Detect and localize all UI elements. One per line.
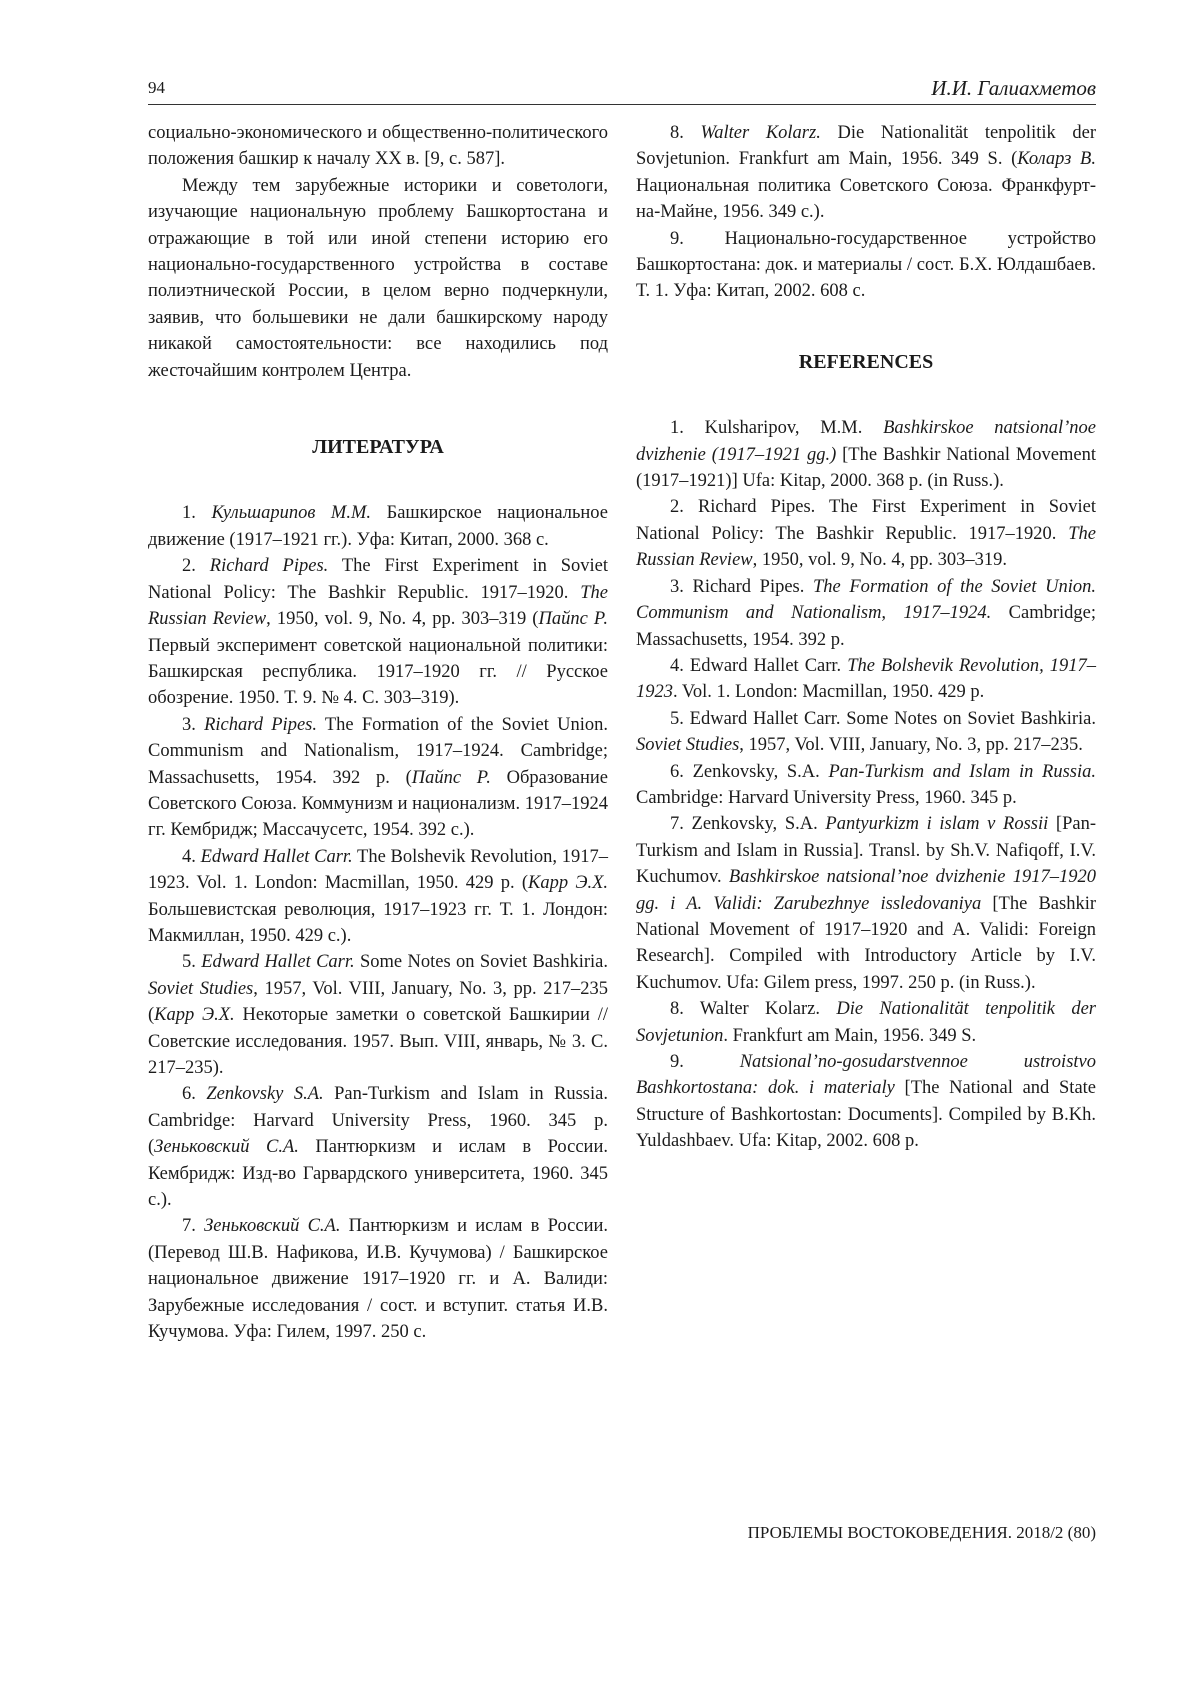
running-title: И.И. Галиахметов bbox=[931, 76, 1096, 100]
reference-entry: 4. Edward Hallet Carr. The Bolshevik Revolution, 1917–1923. Vol. 1. London: Macmillan, 1950. 429 p. bbox=[636, 655, 1096, 703]
literatura-entry: 1. Кульшарипов М.М. Башкирское национальное движение (1917–1921 гг.). Уфа: Китап, 2000. 368 с. bbox=[148, 503, 608, 550]
literatura-entry: 3. Richard Pipes. The Formation of the Soviet Union. Communism and Nationalism, 1917–1924. Cambridge; Massachusetts, 1954. 392 p. (Пайпс Р. Образование Советского Союза. Коммунизм и национализм. 1917–1924 гг. Кембридж; Массачусетс, 1954. 392 с.). bbox=[148, 714, 609, 841]
reference-entry: 9. Natsional’no-gosudarstvennoe ustroistvo Bashkortostana: dok. i materialy [The National and State Structure of Bashkortostan: Documents]. Compiled by B.Kh. Yuldashbaev. Ufa: Kitap, 2002. 608 p. bbox=[636, 1052, 1097, 1152]
reference-entry: 2. Richard Pipes. The First Experiment in Soviet National Policy: The Bashkir Republic. 1917–1920. The Russian Review, 1950, vol. 9, No. 4, pp. 303–319. bbox=[636, 497, 1097, 571]
body-paragraph: социально-экономического и общественно-политического положения башкир к началу XX в. [9, с. 587]. bbox=[148, 123, 608, 170]
literatura-entry: 7. Зеньковский С.А. Пантюркизм и ислам в России. (Перевод Ш.В. Нафикова, И.В. Кучумова) / Башкирское национальное движение 1917–1920 гг. и А. Валиди: Зарубежные исследования / сост. и вступит. статья И.В. Кучумова. Уфа: Гилем, 1997. 250 с. bbox=[148, 1216, 608, 1343]
reference-entry: 6. Zenkovsky, S.A. Pan-Turkism and Islam in Russia. Cambridge: Harvard University Press, 1960. 345 p. bbox=[636, 761, 1096, 808]
left-column bbox=[148, 120, 608, 1345]
right-column bbox=[636, 120, 1096, 1155]
reference-entry: 8. Walter Kolarz. Die Nationalität tenpolitik der Sovjetunion. Frankfurt am Main, 1956. 349 S. bbox=[636, 999, 1096, 1046]
journal-footer: ПРОБЛЕМЫ ВОСТОКОВЕДЕНИЯ. 2018/2 (80) bbox=[747, 1523, 1096, 1542]
page-number: 94 bbox=[148, 78, 165, 97]
reference-entry: 1. Kulsharipov, M.M. Bashkirskoe natsional’noe dvizhenie (1917–1921 gg.) [The Bashkir National Movement (1917–1921)] Ufa: Kitap, 2000. 368 p. (in Russ.). bbox=[636, 418, 1096, 492]
reference-entry: 7. Zenkovsky, S.A. Pantyurkizm i islam v Rossii [Pan-Turkism and Islam in Russia]. Transl. by Sh.V. Nafiqoff, I.V. Kuchumov. Bashkirskoe natsional’noe dvizhenie 1917–1920 gg. i A. Validi: Zarubezhnye issledovaniya [The Bashkir National Movement of 1917–1920 and A. Validi: Foreign Research]. Compiled with Introductory Article by I.V. Kuchumov. Ufa: Gilem press, 1997. 250 p. (in Russ.). bbox=[636, 814, 1097, 993]
literatura-entry: 9. Национально-государственное устройство Башкортостана: док. и материалы / сост. Б.Х. Юлдашбаев. Т. 1. Уфа: Китап, 2002. 608 с. bbox=[636, 228, 1096, 302]
reference-entry: 3. Richard Pipes. The Formation of the Soviet Union. Communism and Nationalism, 1917–1924. Cambridge; Massachusetts, 1954. 392 p. bbox=[636, 576, 1096, 650]
reference-entry: 5. Edward Hallet Carr. Some Notes on Soviet Bashkiria. Soviet Studies, 1957, Vol. VIII, January, No. 3, pp. 217–235. bbox=[636, 708, 1096, 756]
body-paragraph: Между тем зарубежные историки и советологи, изучающие национальную проблему Башкортостана и отражающие в той или иной степени историю его национально-государственного устройства в составе полиэтнической России, в целом верно подчеркнули, заявив, что большевики не дали башкирскому народу никакой самостоятельности: все находились под жесточайшим контролем Центра. bbox=[148, 175, 608, 381]
literatura-heading: ЛИТЕРАТУРА bbox=[312, 436, 444, 459]
literatura-entry: 6. Zenkovsky S.A. Pan-Turkism and Islam in Russia. Cambridge: Harvard University Press, 1960. 345 p. (Зеньковский С.А. Пантюркизм и ислам в России. Кембридж: Изд-во Гарвардского университета, 1960. 345 с.). bbox=[148, 1084, 608, 1211]
literatura-entry: 8. Walter Kolarz. Die Nationalität tenpolitik der Sovjetunion. Frankfurt am Main, 1956. 349 S. (Коларз В. Национальная политика Советского Союза. Франкфурт-на-Майне, 1956. 349 с.). bbox=[636, 123, 1097, 223]
references-heading: REFERENCES bbox=[798, 350, 934, 373]
literatura-entry: 4. Edward Hallet Carr. The Bolshevik Revolution, 1917–1923. Vol. 1. London: Macmillan, 1950. 429 p. (Карр Э.Х. Большевистская революция, 1917–1923 гг. Т. 1. Лондон: Макмиллан, 1950. 429 с.). bbox=[148, 846, 608, 946]
literatura-entry: 5. Edward Hallet Carr. Some Notes on Soviet Bashkiria. Soviet Studies, 1957, Vol. VIII, January, No. 3, pp. 217–235 (Карр Э.Х. Некоторые заметки о советской Башкирии // Советские исследования. 1957. Вып. VIII, январь, № 3. С. 217–235). bbox=[148, 952, 608, 1078]
literatura-entry: 2. Richard Pipes. The First Experiment in Soviet National Policy: The Bashkir Republic. 1917–1920. The Russian Review, 1950, vol. 9, No. 4, pp. 303–319 (Пайпс Р. Первый эксперимент советской национальной политики: Башкирская республика. 1917–1920 гг. // Русское обозрение. 1950. Т. 9. № 4. С. 303–319). bbox=[148, 556, 609, 709]
page-header bbox=[148, 78, 1096, 105]
